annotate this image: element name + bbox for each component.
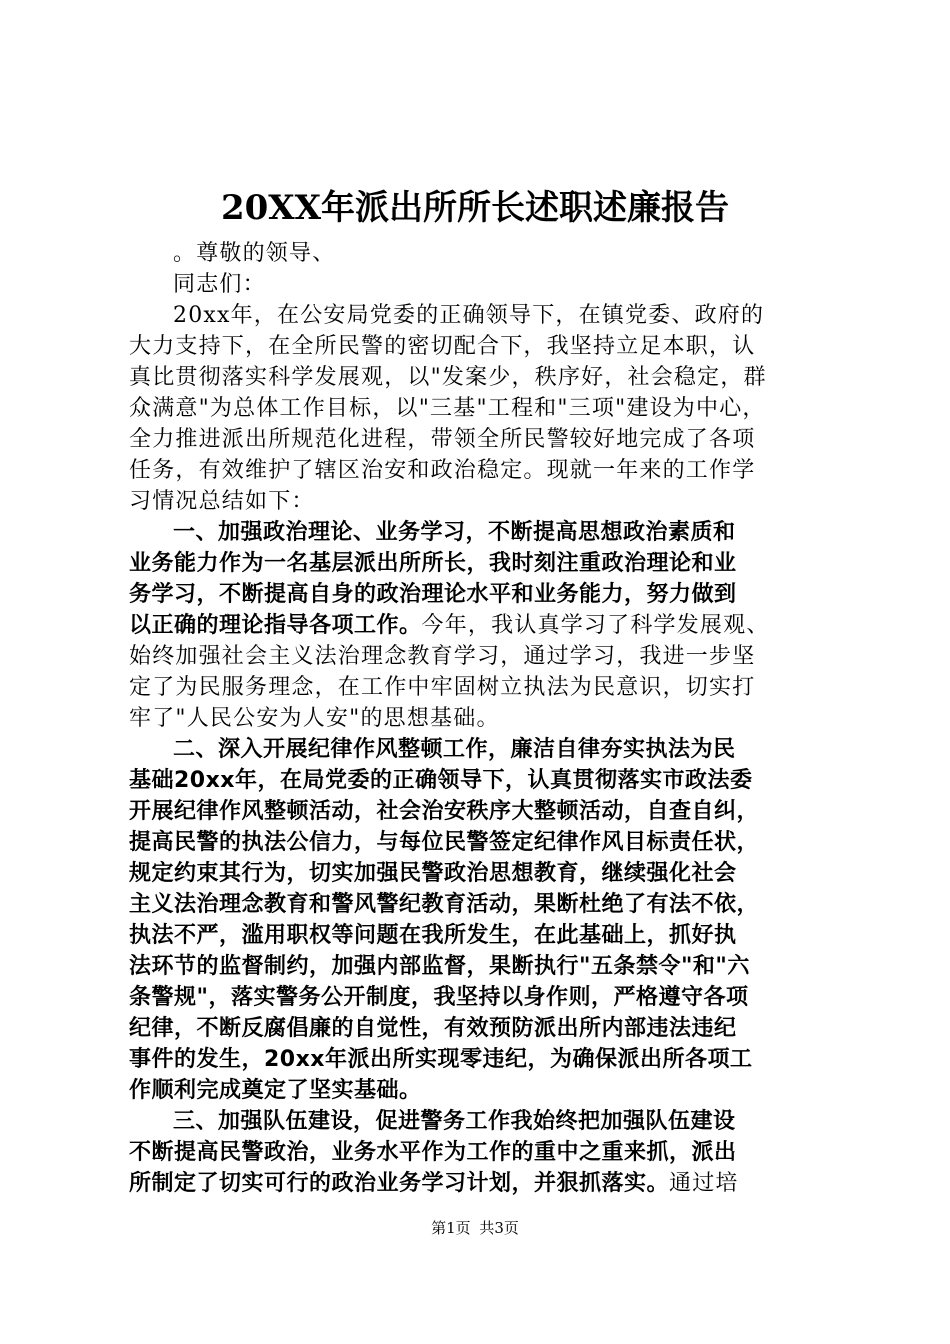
- paragraph-line: [129, 610, 831, 641]
- paragraph-line: 规定约束其行为，切实加强民警政治思想教育，继续强化社会: [129, 861, 737, 886]
- paragraph-line: 主义法治理念教育和警风警纪教育活动，果断杜绝了有法不依，: [129, 892, 760, 917]
- paragraph-line: 众满意"为总体工作目标，以"三基"工程和"三项"建设为中心，: [129, 396, 766, 421]
- paragraph-line: 纪律，不断反腐倡廉的自觉性，有效预防派出所内部违法违纪: [129, 1016, 737, 1041]
- paragraph-line: 法环节的监督制约，加强内部监督，果断执行"五条禁令"和"六: [129, 954, 750, 979]
- paragraph-line: 务学习，不断提高自身的政治理论水平和业务能力，努力做到: [129, 582, 737, 607]
- paragraph-line: 基础20xx年，在局党委的正确领导下，认真贯彻落实市政法委: [129, 768, 753, 793]
- paragraph-line: 全力推进派出所规范化进程，带领全所民警较好地完成了各项: [129, 427, 756, 452]
- page-total: 共3页: [479, 1219, 519, 1237]
- paragraph-fragment: 以正确的理论指导各项工作。: [129, 613, 422, 638]
- section-heading-line: 三、加强队伍建设，促进警务工作我始终把加强队伍建设: [173, 1109, 736, 1134]
- salutation-line: 同志们：: [173, 272, 266, 297]
- page-number: 第1页: [431, 1219, 471, 1237]
- paragraph-line: 始终加强社会主义法治理念教育学习，通过学习，我进一步坚: [129, 644, 756, 669]
- paragraph-line: 牢了"人民公安为人安"的思想基础。: [129, 706, 500, 731]
- paragraph-line: 定了为民服务理念，在工作中牢固树立执法为民意识，切实打: [129, 675, 756, 700]
- document-title: 20XX年派出所所长述职述廉报告: [220, 188, 730, 228]
- paragraph-line: 20xx年，在公安局党委的正确领导下，在镇党委、政府的: [173, 303, 765, 328]
- paragraph-line: 提高民警的执法公信力，与每位民警签定纪律作风目标责任状，: [129, 830, 760, 855]
- paragraph-line: 任务，有效维护了辖区治安和政治稳定。现就一年来的工作学: [129, 458, 756, 483]
- section-heading-line: 一、加强政治理论、业务学习，不断提高思想政治素质和: [173, 520, 736, 545]
- paragraph-line: 事件的发生，20xx年派出所实现零违纪，为确保派出所各项工: [129, 1047, 753, 1072]
- section-heading-line: 二、深入开展纪律作风整顿工作，廉洁自律夯实执法为民: [173, 737, 736, 762]
- paragraph-line: 习情况总结如下：: [129, 489, 315, 514]
- document-body: [129, 238, 831, 1199]
- paragraph-line: 开展纪律作风整顿活动，社会治安秩序大整顿活动，自查自纠，: [129, 799, 760, 824]
- paragraph-line: [129, 1168, 831, 1199]
- paragraph-line: 执法不严，滥用职权等问题在我所发生，在此基础上，抓好执: [129, 923, 737, 948]
- paragraph-fragment: 今年，我认真学习了科学发展观、: [421, 613, 770, 638]
- paragraph-line: 条警规"，落实警务公开制度，我坚持以身作则，严格遵守各项: [129, 985, 749, 1010]
- salutation-line: 。尊敬的领导、: [173, 241, 336, 266]
- paragraph-line: 作顺利完成奠定了坚实基础。: [129, 1078, 422, 1103]
- paragraph-line: 不断提高民警政治，业务水平作为工作的重中之重来抓，派出: [129, 1140, 737, 1165]
- paragraph-line: 真比贯彻落实科学发展观，以"发案少，秩序好，社会稳定，群: [129, 365, 767, 390]
- paragraph-line: 大力支持下，在全所民警的密切配合下，我坚持立足本职，认: [129, 334, 756, 359]
- paragraph-fragment: 通过培: [669, 1171, 739, 1196]
- paragraph-fragment: 所制定了切实可行的政治业务学习计划，并狠抓落实。: [129, 1171, 670, 1196]
- paragraph-line: 业务能力作为一名基层派出所所长，我时刻注重政治理论和业: [129, 551, 737, 576]
- page-footer: [0, 1218, 950, 1238]
